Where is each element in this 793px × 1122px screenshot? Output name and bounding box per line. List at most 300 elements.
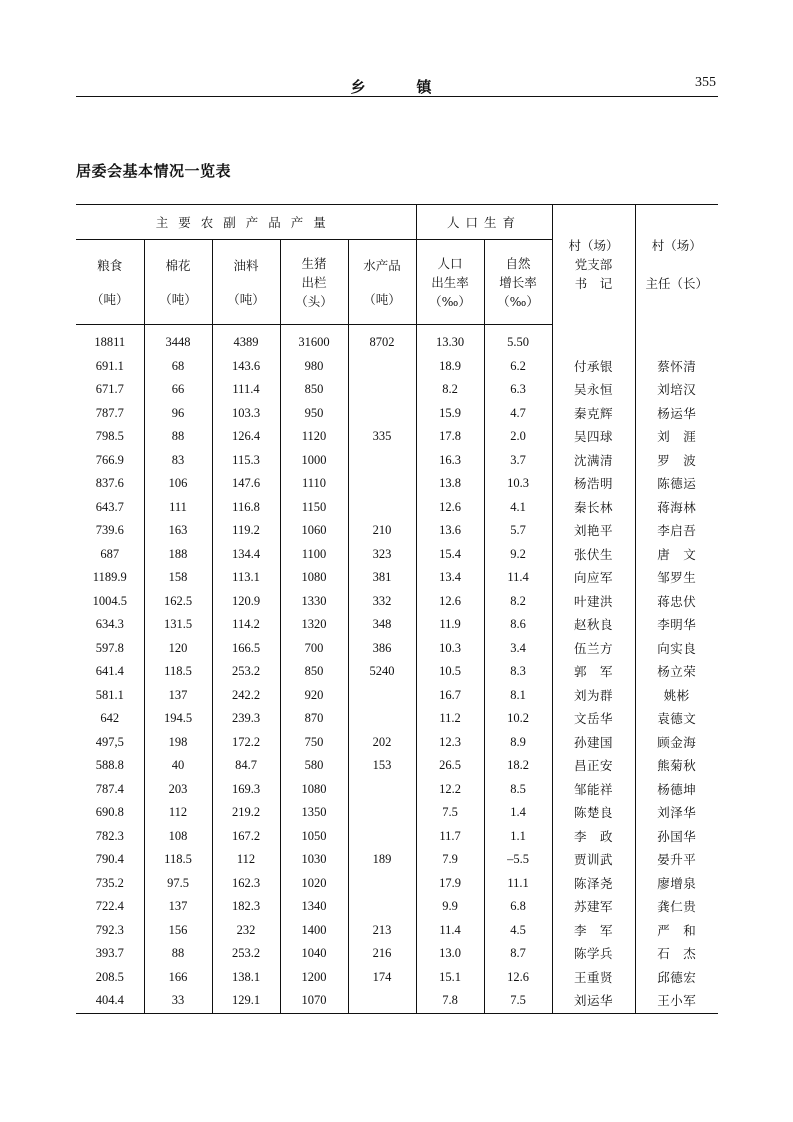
table-cell: 陈学兵 <box>552 942 635 966</box>
table-cell: 26.5 <box>416 754 484 778</box>
table-cell: 1150 <box>280 496 348 520</box>
table-cell: 刘为群 <box>552 684 635 708</box>
table-row <box>76 684 718 708</box>
column-header-director <box>635 205 718 325</box>
table-cell: 11.4 <box>416 919 484 943</box>
group-header-population: 人口生育 <box>416 205 552 240</box>
column-name: 自然 增长率 <box>499 255 537 290</box>
table-row <box>76 660 718 684</box>
table-cell: 111.4 <box>212 378 280 402</box>
table-cell: 88 <box>144 942 212 966</box>
table-cell: 13.8 <box>416 472 484 496</box>
table-cell: 1004.5 <box>76 590 144 614</box>
table-cell: 722.4 <box>76 895 144 919</box>
table-cell: 106 <box>144 472 212 496</box>
table-cell: 798.5 <box>76 425 144 449</box>
table-cell: 782.3 <box>76 825 144 849</box>
table-cell: 112 <box>144 801 212 825</box>
table-cell: 7.5 <box>416 801 484 825</box>
table-cell: 750 <box>280 731 348 755</box>
table-cell: 12.6 <box>484 966 552 990</box>
table-row <box>76 566 718 590</box>
table-cell: 1320 <box>280 613 348 637</box>
table-cell: 付承银 <box>552 355 635 379</box>
column-name: 生猪 出栏 <box>301 255 327 290</box>
table-cell: 335 <box>348 425 416 449</box>
table-cell: 伍兰方 <box>552 637 635 661</box>
table-cell: 10.3 <box>416 637 484 661</box>
table-cell: 9.9 <box>416 895 484 919</box>
column-name: 棉花 <box>165 257 191 273</box>
column-unit: （吨） <box>159 291 197 307</box>
table-cell: 石 杰 <box>657 946 697 961</box>
table-row <box>76 425 718 449</box>
table-cell: 253.2 <box>212 942 280 966</box>
table-row <box>76 449 718 473</box>
column-header-growth-rate <box>484 240 552 325</box>
table-cell <box>348 496 416 520</box>
table-cell: 870 <box>280 707 348 731</box>
header-rule <box>76 96 718 97</box>
table-cell: 118.5 <box>144 660 212 684</box>
table-cell: 671.7 <box>76 378 144 402</box>
table-row <box>76 989 718 1013</box>
table-row <box>76 402 718 426</box>
table-cell: 罗 波 <box>657 452 697 468</box>
table-cell: 蒋忠伏 <box>657 593 697 609</box>
table-cell: 393.7 <box>76 942 144 966</box>
table-cell: 404.4 <box>76 989 144 1013</box>
table-cell: 219.2 <box>212 801 280 825</box>
table-cell: 郭 军 <box>552 660 635 684</box>
column-header-aquatic <box>348 240 416 325</box>
table-cell: 766.9 <box>76 449 144 473</box>
table-cell: 787.7 <box>76 402 144 426</box>
table-row <box>76 707 718 731</box>
table-cell: 8.7 <box>484 942 552 966</box>
running-header-title: 乡 镇 <box>350 78 450 96</box>
table-cell: 贾训武 <box>552 848 635 872</box>
table-cell <box>635 325 718 355</box>
table-cell: 陈德运 <box>657 476 697 491</box>
table-cell: 刘培汉 <box>657 382 697 397</box>
table-cell: 11.7 <box>416 825 484 849</box>
table-cell: 137 <box>144 684 212 708</box>
table-cell: 134.4 <box>212 543 280 567</box>
column-name: 粮食 <box>97 257 123 273</box>
table-cell: 1189.9 <box>76 566 144 590</box>
table-cell: 348 <box>348 613 416 637</box>
table-cell: 167.2 <box>212 825 280 849</box>
table-row <box>76 590 718 614</box>
table-cell: 88 <box>144 425 212 449</box>
column-header-party-secretary <box>552 205 635 325</box>
table-cell: 5240 <box>348 660 416 684</box>
table-cell <box>348 778 416 802</box>
table-cell: 787.4 <box>76 778 144 802</box>
column-header-birth-rate <box>416 240 484 325</box>
table-cell: 580 <box>280 754 348 778</box>
table-cell: 103.3 <box>212 402 280 426</box>
table-cell: 739.6 <box>76 519 144 543</box>
table-cell: 111 <box>144 496 212 520</box>
party-secretary-header-line: 书 记 <box>574 276 613 292</box>
table-cell: 837.6 <box>76 472 144 496</box>
director-header-line: 村（场） <box>651 238 702 254</box>
table-cell: 115.3 <box>212 449 280 473</box>
table-cell: 162.3 <box>212 872 280 896</box>
table-cell: 194.5 <box>144 707 212 731</box>
table-cell: 12.6 <box>416 590 484 614</box>
table-cell: 253.2 <box>212 660 280 684</box>
table-cell: 吴永恒 <box>552 378 635 402</box>
table-cell: 920 <box>280 684 348 708</box>
table-cell: 4.1 <box>484 496 552 520</box>
table-cell: 杨德坤 <box>657 781 697 797</box>
table-cell: 182.3 <box>212 895 280 919</box>
table-cell: 980 <box>280 355 348 379</box>
table-cell: 6.2 <box>484 355 552 379</box>
table-cell: 李 军 <box>552 919 635 943</box>
table-cell: 120.9 <box>212 590 280 614</box>
table-row <box>76 637 718 661</box>
director-header-line: 主任（长） <box>645 276 709 292</box>
table-cell: 198 <box>144 731 212 755</box>
table-row <box>76 942 718 966</box>
table-cell: 189 <box>348 848 416 872</box>
table-cell: 131.5 <box>144 613 212 637</box>
table-cell: 735.2 <box>76 872 144 896</box>
table-cell: 850 <box>280 660 348 684</box>
column-unit: （‰） <box>429 293 471 309</box>
table-cell: 1050 <box>280 825 348 849</box>
table-cell: 166.5 <box>212 637 280 661</box>
table-cell: 昌正安 <box>552 754 635 778</box>
table-cell: 8.9 <box>484 731 552 755</box>
table-cell: 137 <box>144 895 212 919</box>
table-cell: 8.5 <box>484 778 552 802</box>
table-cell: 17.8 <box>416 425 484 449</box>
table-cell: 刘 涯 <box>657 429 697 444</box>
table-cell: 1350 <box>280 801 348 825</box>
table-cell: 119.2 <box>212 519 280 543</box>
table-cell: 113.1 <box>212 566 280 590</box>
table-cell: 118.5 <box>144 848 212 872</box>
table-cell: 1200 <box>280 966 348 990</box>
table-cell: 126.4 <box>212 425 280 449</box>
table-cell: 33 <box>144 989 212 1013</box>
table-cell: 202 <box>348 731 416 755</box>
table-cell: 10.2 <box>484 707 552 731</box>
table-cell: 158 <box>144 566 212 590</box>
table-cell: 188 <box>144 543 212 567</box>
table-cell: 15.4 <box>416 543 484 567</box>
table-row <box>76 848 718 872</box>
table-cell: 刘运华 <box>552 989 635 1013</box>
table-cell <box>348 355 416 379</box>
table-cell: 10.3 <box>484 472 552 496</box>
table-cell: 8.2 <box>484 590 552 614</box>
table-cell <box>348 825 416 849</box>
table-cell: 8.3 <box>484 660 552 684</box>
table-cell <box>348 684 416 708</box>
table-cell: 169.3 <box>212 778 280 802</box>
table-cell: 秦克辉 <box>552 402 635 426</box>
column-unit: （‰） <box>497 293 539 309</box>
table-cell: 文岳华 <box>552 707 635 731</box>
table-row <box>76 472 718 496</box>
table-cell: 13.6 <box>416 519 484 543</box>
table-cell: 李启吾 <box>657 523 697 538</box>
party-secretary-header-line: 党支部 <box>574 257 613 273</box>
table-cell: 叶建洪 <box>552 590 635 614</box>
table-cell: 700 <box>280 637 348 661</box>
table-cell: 5.7 <box>484 519 552 543</box>
table-cell: 116.8 <box>212 496 280 520</box>
table-cell: 850 <box>280 378 348 402</box>
group-header-agri-output: 主要农副产品产量 <box>76 205 416 240</box>
table-cell: 11.4 <box>484 566 552 590</box>
table-cell <box>348 449 416 473</box>
table-row <box>76 919 718 943</box>
table-cell <box>552 325 635 355</box>
table-cell: 11.9 <box>416 613 484 637</box>
column-header-oilseed <box>212 240 280 325</box>
table-cell <box>348 895 416 919</box>
table-cell: 蔡怀清 <box>657 358 697 374</box>
table-cell: 李 政 <box>552 825 635 849</box>
table-cell: 84.7 <box>212 754 280 778</box>
table-cell: 5.50 <box>484 325 552 355</box>
table-cell: 1020 <box>280 872 348 896</box>
table-cell: 208.5 <box>76 966 144 990</box>
table-cell: 138.1 <box>212 966 280 990</box>
table-cell: 634.3 <box>76 613 144 637</box>
column-header-hogs <box>280 240 348 325</box>
table-cell: 杨立荣 <box>657 664 697 679</box>
table-cell: 232 <box>212 919 280 943</box>
table-cell: 790.4 <box>76 848 144 872</box>
table-cell: 1340 <box>280 895 348 919</box>
table-cell: 213 <box>348 919 416 943</box>
table-cell: 王小军 <box>635 989 718 1013</box>
table-cell: 袁德文 <box>657 711 697 726</box>
table-cell: 孙建国 <box>552 731 635 755</box>
table-cell: 641.4 <box>76 660 144 684</box>
table-cell: 李明华 <box>657 617 697 632</box>
table-group-header-row <box>76 205 718 240</box>
table-cell <box>348 402 416 426</box>
table-cell: 赵秋良 <box>552 613 635 637</box>
table-row <box>76 731 718 755</box>
table-cell: 210 <box>348 519 416 543</box>
table-row <box>76 872 718 896</box>
table-cell: 12.6 <box>416 496 484 520</box>
table-cell: 吴四球 <box>552 425 635 449</box>
table-cell: 10.5 <box>416 660 484 684</box>
table-cell: 381 <box>348 566 416 590</box>
table-cell: 687 <box>76 543 144 567</box>
table-cell: –5.5 <box>484 848 552 872</box>
table-cell: 刘艳平 <box>552 519 635 543</box>
table-cell: 15.9 <box>416 402 484 426</box>
table-cell: 秦长林 <box>552 496 635 520</box>
column-name: 油料 <box>233 257 259 273</box>
table-cell: 15.1 <box>416 966 484 990</box>
table-cell: 12.2 <box>416 778 484 802</box>
table-cell: 18811 <box>76 325 144 355</box>
table-cell: 7.8 <box>416 989 484 1013</box>
table-cell: 9.2 <box>484 543 552 567</box>
table-cell: 17.9 <box>416 872 484 896</box>
table-cell: 13.30 <box>416 325 484 355</box>
table-cell: 4.5 <box>484 919 552 943</box>
party-secretary-header-line: 村（场） <box>568 238 619 254</box>
table-cell: 刘泽华 <box>657 805 697 820</box>
table-cell <box>348 872 416 896</box>
table-cell: 6.8 <box>484 895 552 919</box>
table-cell: 1080 <box>280 566 348 590</box>
table-cell: 熊菊秋 <box>657 758 697 773</box>
table-row <box>76 966 718 990</box>
table-cell: 7.5 <box>484 989 552 1013</box>
table-cell: 12.3 <box>416 731 484 755</box>
table-cell: 68 <box>144 355 212 379</box>
page-number: 355 <box>695 75 716 90</box>
table-cell: 1110 <box>280 472 348 496</box>
table-cell <box>348 989 416 1013</box>
table-cell <box>348 707 416 731</box>
table-cell: 1100 <box>280 543 348 567</box>
table-cell: 97.5 <box>144 872 212 896</box>
table-cell: 691.1 <box>76 355 144 379</box>
table-cell: 沈满清 <box>552 449 635 473</box>
table-row <box>76 801 718 825</box>
table-cell: 174 <box>348 966 416 990</box>
table-cell: 643.7 <box>76 496 144 520</box>
table-cell: 120 <box>144 637 212 661</box>
column-unit: （吨） <box>363 291 401 307</box>
table-cell: 11.2 <box>416 707 484 731</box>
table-cell: 1330 <box>280 590 348 614</box>
table-cell: 216 <box>348 942 416 966</box>
table-cell: 642 <box>76 707 144 731</box>
table-cell: 向实良 <box>657 640 697 656</box>
table-row <box>76 754 718 778</box>
table-cell: 950 <box>280 402 348 426</box>
table-cell: 690.8 <box>76 801 144 825</box>
table-cell: 96 <box>144 402 212 426</box>
table-cell: 239.3 <box>212 707 280 731</box>
table-cell: 1040 <box>280 942 348 966</box>
table-cell: 1120 <box>280 425 348 449</box>
table-cell: 40 <box>144 754 212 778</box>
table-cell: 162.5 <box>144 590 212 614</box>
column-unit: （头） <box>295 293 333 309</box>
table-cell <box>348 378 416 402</box>
table-cell: 4.7 <box>484 402 552 426</box>
table-row <box>76 778 718 802</box>
table-cell: 108 <box>144 825 212 849</box>
table-cell: 严 和 <box>657 922 697 938</box>
table-cell: 唐 文 <box>657 546 697 562</box>
table-cell: 31600 <box>280 325 348 355</box>
table-cell: 242.2 <box>212 684 280 708</box>
table-cell: 153 <box>348 754 416 778</box>
table-cell: 8702 <box>348 325 416 355</box>
table-cell: 陈泽尧 <box>552 872 635 896</box>
table-cell: 3.7 <box>484 449 552 473</box>
table-cell: 16.7 <box>416 684 484 708</box>
table-cell: 18.2 <box>484 754 552 778</box>
table-cell: 2.0 <box>484 425 552 449</box>
table-cell: 112 <box>212 848 280 872</box>
table-cell: 18.9 <box>416 355 484 379</box>
table-row <box>76 825 718 849</box>
table-cell: 1000 <box>280 449 348 473</box>
table-cell: 497,5 <box>76 731 144 755</box>
table-cell: 143.6 <box>212 355 280 379</box>
table-cell: 孙国华 <box>657 828 697 844</box>
table-cell: 1070 <box>280 989 348 1013</box>
table-cell: 4389 <box>212 325 280 355</box>
table-cell: 172.2 <box>212 731 280 755</box>
table-cell: 顾金海 <box>657 734 697 750</box>
table-cell <box>348 801 416 825</box>
column-name: 水产品 <box>363 257 401 273</box>
table-row <box>76 543 718 567</box>
table-row <box>76 496 718 520</box>
table-row <box>76 355 718 379</box>
table-row <box>76 519 718 543</box>
table-cell: 588.8 <box>76 754 144 778</box>
table-cell: 8.1 <box>484 684 552 708</box>
table-cell: 156 <box>144 919 212 943</box>
table-cell: 邹罗生 <box>657 570 697 585</box>
table-cell: 147.6 <box>212 472 280 496</box>
table-row <box>76 378 718 402</box>
table-cell: 8.6 <box>484 613 552 637</box>
table-body <box>76 325 718 1014</box>
table-cell: 8.2 <box>416 378 484 402</box>
table-cell: 1.1 <box>484 825 552 849</box>
table-cell: 邹能祥 <box>552 778 635 802</box>
table-cell: 3448 <box>144 325 212 355</box>
table-cell: 张伏生 <box>552 543 635 567</box>
table-cell: 晏升平 <box>657 852 697 867</box>
table-cell: 6.3 <box>484 378 552 402</box>
table-cell: 杨运华 <box>657 405 697 421</box>
residents-committee-table <box>76 204 718 1014</box>
table-cell: 163 <box>144 519 212 543</box>
column-header-grain <box>76 240 144 325</box>
table-cell: 597.8 <box>76 637 144 661</box>
table-cell: 蒋海林 <box>657 499 697 515</box>
table-cell: 廖增泉 <box>657 875 697 891</box>
table-cell: 杨浩明 <box>552 472 635 496</box>
table-cell: 3.4 <box>484 637 552 661</box>
table-cell: 13.4 <box>416 566 484 590</box>
table-row <box>76 613 718 637</box>
table-cell: 11.1 <box>484 872 552 896</box>
table-cell: 792.3 <box>76 919 144 943</box>
table-cell: 7.9 <box>416 848 484 872</box>
table-cell: 386 <box>348 637 416 661</box>
table-cell: 114.2 <box>212 613 280 637</box>
table-cell: 203 <box>144 778 212 802</box>
table-cell: 1060 <box>280 519 348 543</box>
table-cell: 66 <box>144 378 212 402</box>
